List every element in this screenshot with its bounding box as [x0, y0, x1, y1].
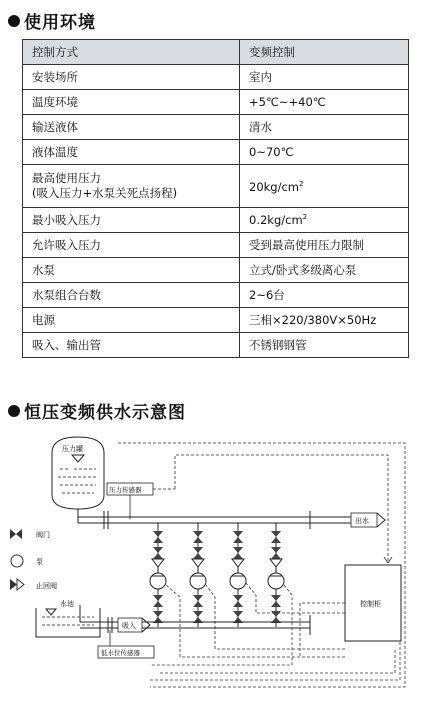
pressure-sensor-label: 压力传感器	[109, 486, 142, 494]
row-value: 2~6台	[240, 283, 409, 308]
table-row	[23, 308, 409, 333]
row-label: 液体温度	[23, 140, 240, 165]
table-row	[23, 283, 409, 308]
pump-branch	[190, 523, 206, 627]
row-label-line: 最高使用压力	[32, 171, 101, 185]
pump-branch	[268, 523, 284, 627]
legend-valve-label: 阀门	[36, 531, 50, 539]
row-value: 受到最高使用压力限制	[240, 233, 409, 258]
table-row	[23, 140, 409, 165]
table-row	[23, 90, 409, 115]
table-row	[23, 208, 409, 233]
row-label-line: (吸入压力+水泵关死点扬程)	[32, 186, 178, 200]
section-title-environment: 使用环境	[8, 8, 96, 33]
legend	[10, 529, 57, 590]
row-value: 室内	[240, 65, 409, 90]
row-value: 清水	[240, 115, 409, 140]
row-label: 电源	[23, 308, 240, 333]
bullet-icon	[8, 15, 20, 27]
row-label: 吸入、输出管	[23, 333, 240, 358]
row-value: 三相×220/380V×50Hz	[240, 308, 409, 333]
legend-check-valve-label: 止回阀	[36, 582, 57, 590]
row-label: 安装场所	[23, 65, 240, 90]
table-header-row	[23, 40, 409, 65]
row-value: $0.2kg/cm^2$	[240, 208, 409, 233]
row-label: 水泵组合台数	[23, 283, 240, 308]
table-row	[23, 115, 409, 140]
table-row	[23, 333, 409, 358]
check-valve-icon	[10, 579, 17, 590]
legend-pump-label: 泵	[36, 558, 43, 566]
water-supply-diagram	[0, 425, 427, 710]
row-value: 不锈钢钢管	[240, 333, 409, 358]
row-value: $20kg/cm^2$	[240, 165, 409, 208]
pump-icon	[150, 573, 166, 589]
pump-icon	[190, 573, 206, 589]
spec-table	[22, 39, 409, 358]
row-label: 温度环境	[23, 90, 240, 115]
row-label: 允许吸入压力	[23, 233, 240, 258]
row-value: 0~70℃	[240, 140, 409, 165]
pump-icon	[268, 573, 284, 589]
row-label: 输送液体	[23, 115, 240, 140]
row-label	[23, 165, 240, 208]
row-label: 水泵	[23, 258, 240, 283]
table-row	[23, 233, 409, 258]
row-value: +5℃~+40℃	[240, 90, 409, 115]
table-row	[23, 165, 409, 208]
row-label: 最小吸入压力	[23, 208, 240, 233]
pump-icon	[230, 573, 246, 589]
table-row	[23, 65, 409, 90]
valve-icon	[10, 529, 22, 539]
header-cell: 控制方式	[23, 40, 240, 65]
bullet-icon	[8, 405, 20, 417]
row-value: 立式/卧式多级离心泵	[240, 258, 409, 283]
inlet-label: 吸入	[122, 622, 136, 630]
pump-branch	[150, 523, 166, 627]
header-cell: 变频控制	[240, 40, 409, 65]
outlet-label: 出水	[355, 517, 369, 525]
low-level-sensor-label: 低水位传感器	[101, 649, 140, 657]
table-row	[23, 258, 409, 283]
pump-legend-icon	[11, 555, 23, 567]
pump-branch	[230, 523, 246, 627]
pool-label: 水池	[60, 600, 74, 608]
tank-label: 压力罐	[62, 445, 83, 453]
section-title-diagram: 恒压变频供水示意图	[8, 398, 186, 423]
control-cabinet-label: 控制柜	[360, 600, 381, 608]
